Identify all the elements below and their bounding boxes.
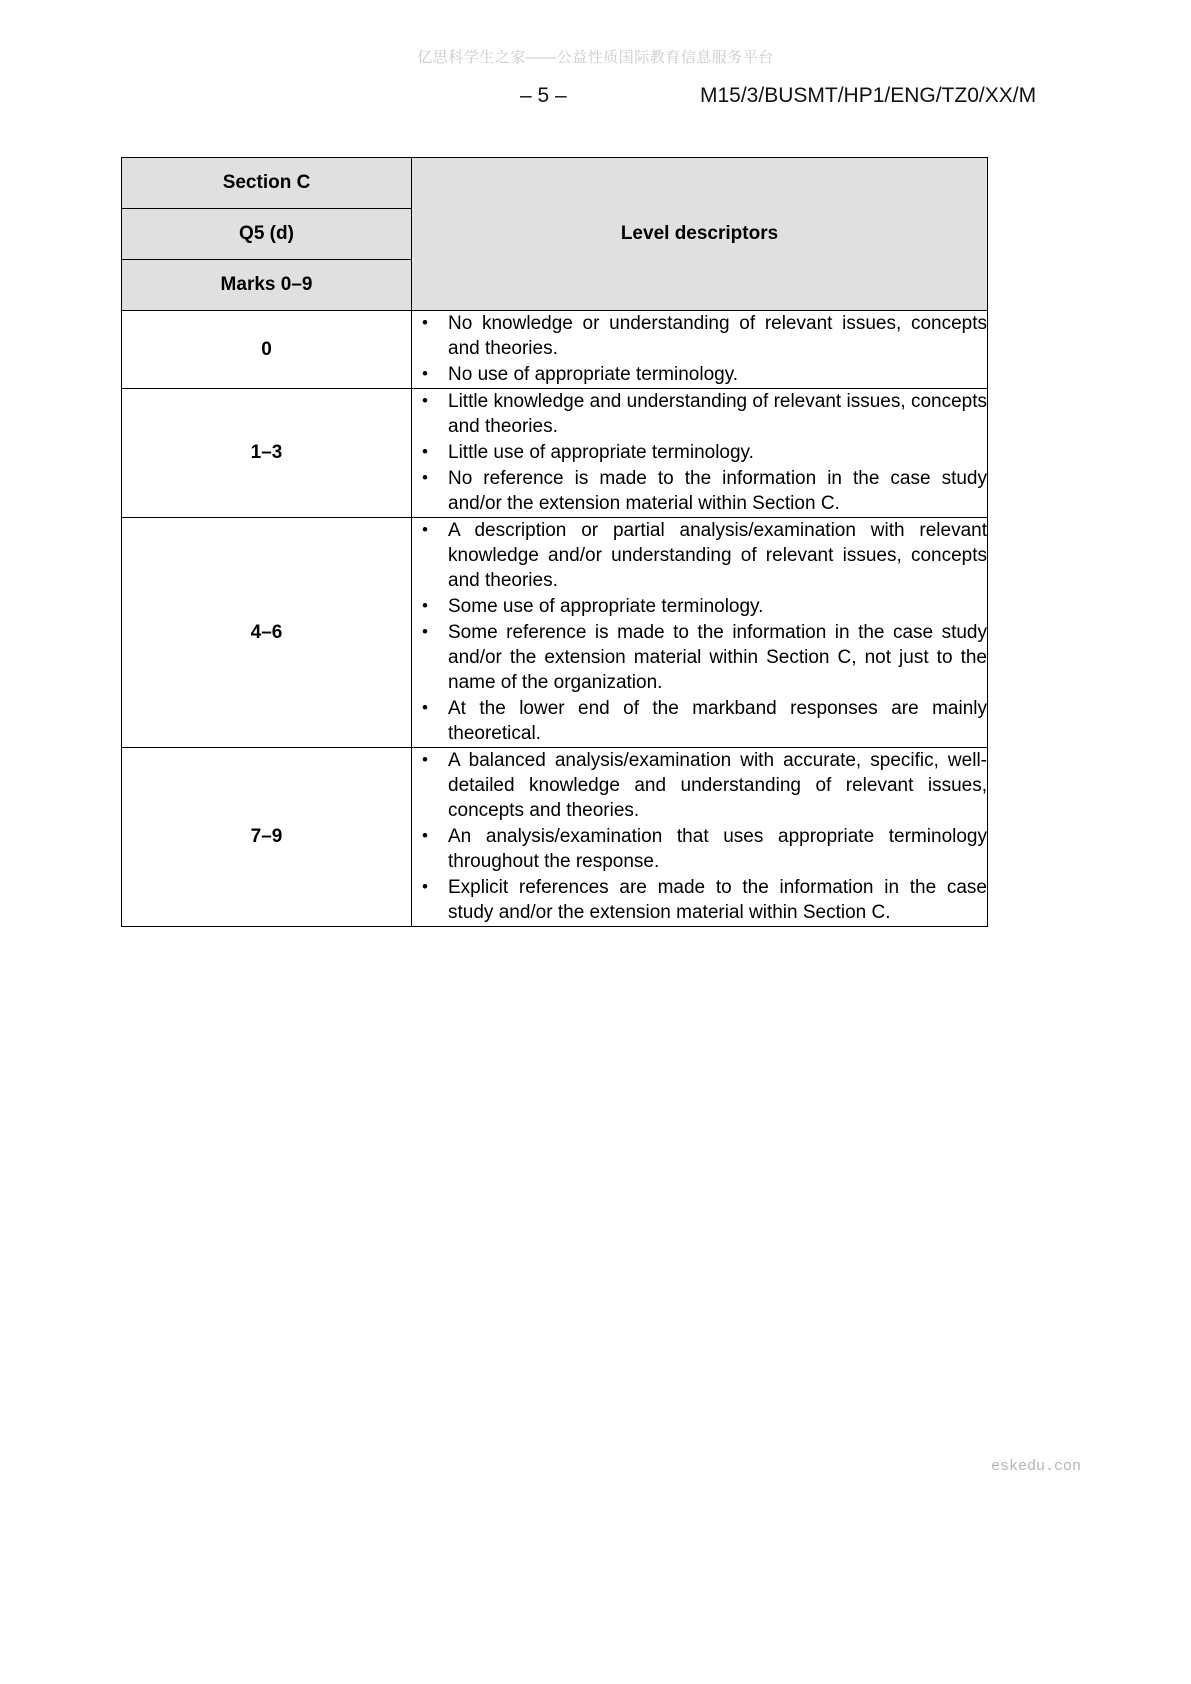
descriptors-cell [412,389,988,518]
marks-cell: 4–6 [122,518,412,748]
header-cell-section: Section C [122,158,412,209]
markband-table [121,157,988,927]
list-item: • Little use of appropriate terminology. [444,440,987,465]
list-item: • No knowledge or understanding of relevant issues, concepts and theories. [444,311,987,361]
top-watermark: 亿思科学生之家——公益性质国际教育信息服务平台 [417,49,774,66]
paper-code: M15/3/BUSMT/HP1/ENG/TZ0/XX/M [700,84,1037,107]
list-item: • Little knowledge and understanding of relevant issues, concepts and theories. [444,389,987,439]
list-item: • Explicit references are made to the information in the case study and/or the extension material within Section C. [444,875,987,925]
table-row [122,518,988,748]
marks-cell: 0 [122,311,412,389]
list-item: • No use of appropriate terminology. [444,362,987,387]
descriptors-cell [412,311,988,389]
table-row [122,389,988,518]
page-header [0,84,1191,114]
list-item: • An analysis/examination that uses appropriate terminology throughout the response. [444,824,987,874]
list-item: • A description or partial analysis/examination with relevant knowledge and/or understanding of relevant issues, concepts and theories. [444,518,987,593]
list-item: • Some use of appropriate terminology. [444,594,987,619]
list-item: • No reference is made to the information in the case study and/or the extension material within Section C. [444,466,987,516]
table-row [122,748,988,927]
header-cell-marks-range: Marks 0–9 [122,260,412,311]
descriptor-list [412,311,987,387]
table-row [122,311,988,389]
bottom-watermark: eskedu.con [990,1458,1081,1475]
table-body [122,158,988,927]
list-item: • Some reference is made to the information in the case study and/or the extension material within Section C, not just to the name of the organization. [444,620,987,695]
table-header-row-section [122,158,988,209]
list-item: • A balanced analysis/examination with accurate, specific, well-detailed knowledge and understanding of relevant issues, concepts and theories. [444,748,987,823]
marks-cell: 7–9 [122,748,412,927]
header-cell-question: Q5 (d) [122,209,412,260]
descriptor-list [412,518,987,746]
descriptor-list [412,748,987,925]
header-cell-level-descriptors: Level descriptors [412,158,988,311]
marks-cell: 1–3 [122,389,412,518]
page-number: – 5 – [520,84,567,107]
descriptors-cell [412,518,988,748]
descriptor-list [412,389,987,516]
descriptors-cell [412,748,988,927]
list-item: • At the lower end of the markband responses are mainly theoretical. [444,696,987,746]
